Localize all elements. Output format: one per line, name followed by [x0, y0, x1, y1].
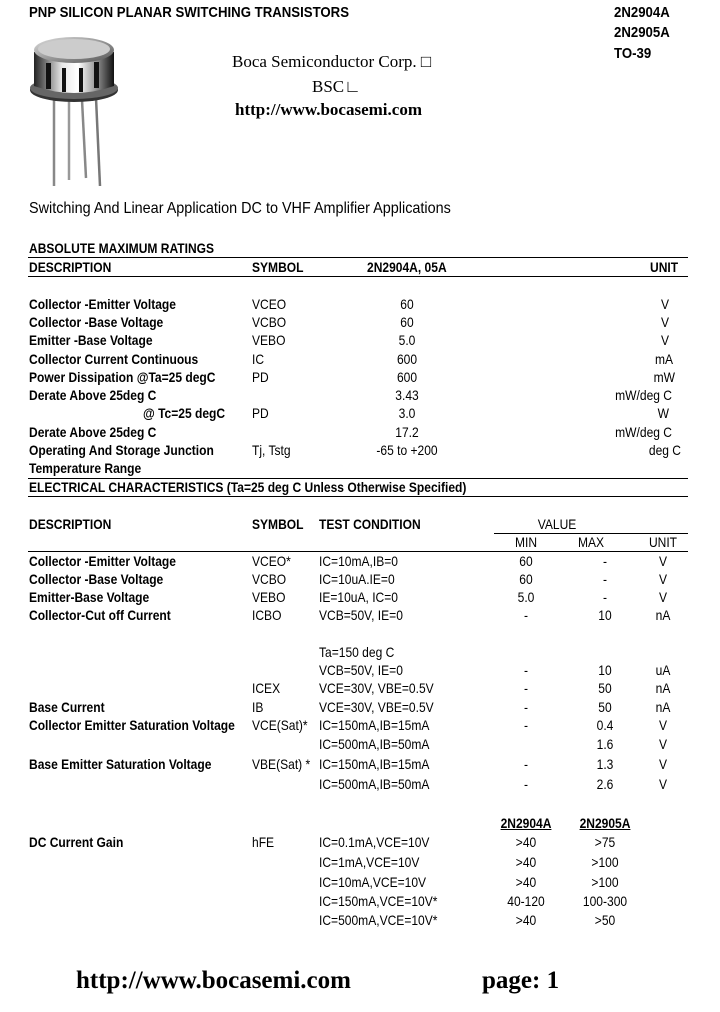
abs-value: 60 [400, 314, 414, 330]
elec-col-unit: UNIT [648, 534, 678, 550]
elec-col-test-condition: TEST CONDITION [319, 516, 421, 532]
abs-value: 5.0 [398, 332, 416, 348]
hfe-col-2n2905a: 2N2905A [579, 815, 631, 831]
elec-unit: V [658, 776, 668, 792]
page-number: page: 1 [482, 967, 560, 994]
elec-test: IC=10uA.IE=0 [319, 571, 395, 587]
elec-col-min: MIN [514, 534, 538, 550]
divider [28, 276, 688, 277]
abs-symbol: PD [252, 369, 269, 385]
elec-desc: Base Emitter Saturation Voltage [29, 756, 212, 772]
elec-desc: Base Current [29, 699, 105, 715]
elec-desc: Collector -Base Voltage [29, 571, 164, 587]
abs-desc: Collector -Emitter Voltage [29, 296, 176, 312]
abs-unit: mA [654, 351, 673, 367]
abs-max-heading: ABSOLUTE MAXIMUM RATINGS [29, 240, 215, 256]
hfe-value-b: >75 [594, 834, 616, 850]
hfe-value-a: 40-120 [507, 893, 545, 909]
elec-max: - [602, 571, 608, 587]
elec-test: IC=150mA,IB=15mA [319, 717, 430, 733]
elec-symbol: VCBO [252, 571, 287, 587]
elec-symbol: ICBO [252, 607, 282, 623]
elec-test: IC=10mA,IB=0 [319, 553, 398, 569]
elec-heading: ELECTRICAL CHARACTERISTICS (Ta=25 deg C Unless Otherwise Specified) [29, 479, 467, 495]
divider [28, 551, 688, 552]
elec-min: - [523, 699, 529, 715]
hfe-test: IC=500mA,VCE=10V* [319, 912, 438, 928]
hfe-test: IC=0.1mA,VCE=10V [319, 834, 430, 850]
hfe-value-b: >50 [594, 912, 616, 928]
elec-unit: V [658, 553, 668, 569]
elec-min: - [523, 662, 529, 678]
elec-symbol: VCEO* [252, 553, 291, 569]
hfe-value-a: >40 [515, 912, 537, 928]
abs-symbol: PD [252, 405, 269, 421]
elec-symbol: IB [252, 699, 264, 715]
elec-max: 2.6 [596, 776, 614, 792]
elec-test: IE=10uA, IC=0 [319, 589, 398, 605]
abs-symbol: VEBO [252, 332, 286, 348]
abs-desc: Operating And Storage Junction [29, 442, 214, 458]
company-name: Boca Semiconductor Corp. □ [232, 52, 432, 71]
abs-unit: W [657, 405, 669, 421]
abs-desc: Collector Current Continuous [29, 351, 199, 367]
elec-desc: Collector Emitter Saturation Voltage [29, 717, 235, 733]
divider [28, 496, 688, 497]
elec-unit: nA [655, 680, 671, 696]
abs-symbol: IC [252, 351, 265, 367]
abs-unit: mW [653, 369, 675, 385]
hfe-symbol: hFE [252, 834, 275, 850]
elec-symbol: VBE(Sat) * [252, 756, 311, 772]
abs-unit: V [660, 314, 669, 330]
abs-desc: Derate Above 25deg C [29, 424, 157, 440]
elec-test: VCB=50V, IE=0 [319, 662, 403, 678]
package-type: TO-39 [614, 45, 652, 62]
elec-min: - [523, 680, 529, 696]
abs-desc: Emitter -Base Voltage [29, 332, 153, 348]
part-number-2: 2N2905A [614, 24, 670, 41]
abs-value: 3.43 [395, 387, 419, 403]
elec-test: IC=500mA,IB=50mA [319, 776, 430, 792]
abs-symbol: Tj, Tstg [252, 442, 291, 458]
abs-unit: mW/deg C [615, 387, 672, 403]
elec-min: - [523, 607, 529, 623]
abs-desc: @ Tc=25 degC [143, 405, 226, 421]
application-description: Switching And Linear Application DC to VHF Amplifier Applications [29, 200, 451, 217]
elec-max: - [602, 589, 608, 605]
abs-desc: Collector -Base Voltage [29, 314, 164, 330]
elec-test: VCB=50V, IE=0 [319, 607, 403, 623]
elec-unit: V [658, 571, 668, 587]
elec-unit: V [658, 717, 668, 733]
elec-unit: V [658, 736, 668, 752]
page-title: PNP SILICON PLANAR SWITCHING TRANSISTORS [29, 4, 350, 21]
elec-col-value: VALUE [537, 516, 577, 532]
elec-desc: Collector-Cut off Current [29, 607, 171, 623]
abs-unit: V [660, 332, 669, 348]
elec-unit: uA [655, 662, 671, 678]
hfe-value-a: >40 [515, 854, 537, 870]
elec-test: IC=500mA,IB=50mA [319, 736, 430, 752]
abs-unit: mW/deg C [615, 424, 672, 440]
elec-min: 5.0 [517, 589, 535, 605]
abs-desc: Power Dissipation @Ta=25 degC [29, 369, 216, 385]
abs-desc: Derate Above 25deg C [29, 387, 157, 403]
abs-value: 600 [396, 351, 418, 367]
hfe-desc: DC Current Gain [29, 834, 124, 850]
abs-value: 600 [396, 369, 418, 385]
abs-col-symbol: SYMBOL [252, 259, 304, 275]
hfe-test: IC=10mA,VCE=10V [319, 874, 427, 890]
abs-value: 60 [400, 296, 414, 312]
part-number-1: 2N2904A [614, 4, 670, 21]
hfe-test: IC=1mA,VCE=10V [319, 854, 420, 870]
elec-max: 0.4 [596, 717, 614, 733]
hfe-value-b: 100-300 [582, 893, 628, 909]
elec-test: IC=150mA,IB=15mA [319, 756, 430, 772]
hfe-value-a: >40 [515, 874, 537, 890]
hfe-value-a: >40 [515, 834, 537, 850]
elec-symbol: VCE(Sat)* [252, 717, 308, 733]
abs-symbol: VCEO [252, 296, 287, 312]
elec-unit: V [658, 589, 668, 605]
transistor-package-image [24, 28, 124, 190]
company-abbr: BSC∟ [312, 77, 361, 96]
elec-symbol: ICEX [252, 680, 281, 696]
elec-min: 60 [519, 571, 533, 587]
elec-max: 1.6 [596, 736, 614, 752]
abs-value: -65 to +200 [376, 442, 438, 458]
footer-website-link[interactable]: http://www.bocasemi.com [76, 967, 351, 994]
elec-max: 1.3 [596, 756, 614, 772]
elec-desc: Emitter-Base Voltage [29, 589, 150, 605]
elec-min: - [523, 776, 529, 792]
elec-max: - [602, 553, 608, 569]
abs-unit: V [660, 296, 669, 312]
elec-test: VCE=30V, VBE=0.5V [319, 680, 434, 696]
abs-unit: deg C [648, 442, 681, 458]
abs-value: 17.2 [395, 424, 419, 440]
abs-symbol: VCBO [252, 314, 287, 330]
elec-max: 50 [598, 699, 612, 715]
abs-value: 3.0 [398, 405, 416, 421]
abs-desc: Temperature Range [29, 460, 142, 476]
hfe-test: IC=150mA,VCE=10V* [319, 893, 438, 909]
abs-col-description: DESCRIPTION [29, 259, 112, 275]
elec-test: VCE=30V, VBE=0.5V [319, 699, 434, 715]
elec-col-symbol: SYMBOL [252, 516, 304, 532]
hfe-value-b: >100 [591, 874, 619, 890]
elec-test: Ta=150 deg C [319, 644, 395, 660]
elec-unit: nA [655, 607, 671, 623]
hfe-value-b: >100 [591, 854, 619, 870]
elec-max: 10 [598, 607, 612, 623]
elec-min: - [523, 717, 529, 733]
elec-max: 10 [598, 662, 612, 678]
elec-unit: nA [655, 699, 671, 715]
elec-col-max: MAX [577, 534, 605, 550]
header-website-link[interactable]: http://www.bocasemi.com [235, 100, 422, 119]
elec-col-description: DESCRIPTION [29, 516, 112, 532]
elec-symbol: VEBO [252, 589, 286, 605]
abs-col-unit: UNIT [650, 259, 679, 275]
abs-col-value: 2N2904A, 05A [367, 259, 447, 275]
elec-min: - [523, 756, 529, 772]
elec-min: 60 [519, 553, 533, 569]
elec-unit: V [658, 756, 668, 772]
elec-max: 50 [598, 680, 612, 696]
elec-desc: Collector -Emitter Voltage [29, 553, 176, 569]
divider [28, 257, 688, 258]
hfe-col-2n2904a: 2N2904A [500, 815, 552, 831]
